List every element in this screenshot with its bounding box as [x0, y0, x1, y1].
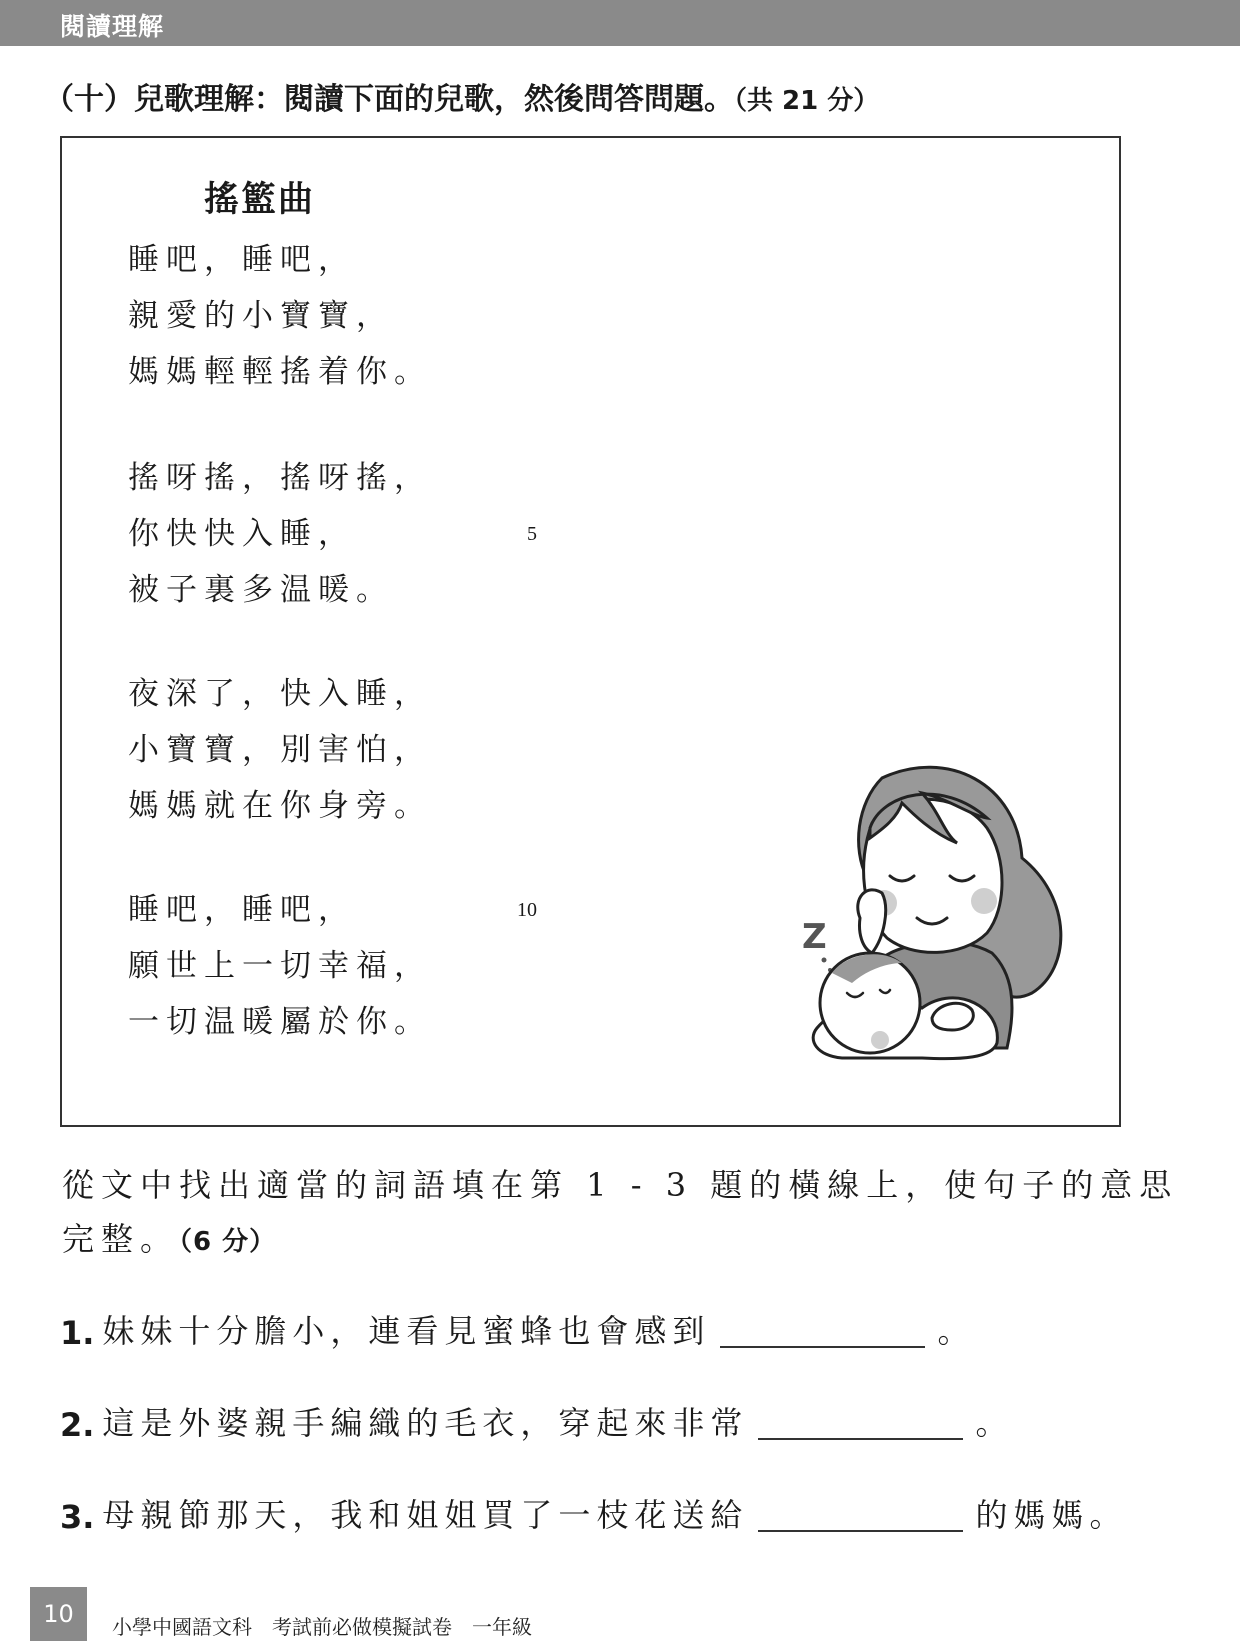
- poem-line: 媽媽就在你身旁。: [128, 788, 432, 824]
- poem-title: 搖籃曲: [204, 180, 316, 220]
- poem-line: 願世上一切幸福，: [128, 948, 432, 984]
- poem-line: 被子裏多温暖。: [128, 572, 394, 608]
- question-number: 1.: [60, 1314, 95, 1352]
- poem-line: 一切温暖屬於你。: [128, 1004, 432, 1040]
- footer-book-title: 小學中國語文科 考試前必做模擬試卷 一年級: [112, 1615, 532, 1639]
- section-score: （共 21 分）: [734, 86, 880, 116]
- question-text: 妹妹十分膽小，連看見蜜蜂也會感到: [102, 1312, 711, 1350]
- page-number: 10: [30, 1587, 87, 1641]
- poem-line: 媽媽輕輕搖着你。: [128, 354, 432, 390]
- line-number: 10: [517, 899, 537, 921]
- poem-line: 搖呀搖，搖呀搖，: [128, 460, 432, 496]
- header-bar: [0, 0, 1240, 46]
- question-tail: 的媽媽。: [975, 1496, 1128, 1534]
- question-text: 這是外婆親手編織的毛衣，穿起來非常: [102, 1404, 749, 1442]
- mother-and-sleeping-baby-icon: [772, 748, 1102, 1088]
- instruction-line-2-text: 完整。: [62, 1220, 180, 1258]
- poem-line: 親愛的小寶寶，: [128, 298, 394, 334]
- question-2: [60, 1398, 1013, 1444]
- poem-line: 你快快入睡，: [128, 516, 356, 552]
- question-number: 2.: [60, 1406, 95, 1444]
- answer-blank[interactable]: [758, 1530, 963, 1532]
- question-3: [60, 1490, 1127, 1536]
- poem-line: 夜深了，快入睡，: [128, 676, 432, 712]
- answer-blank[interactable]: [720, 1346, 925, 1348]
- sleep-z-text: Z: [802, 917, 827, 957]
- question-tail: 。: [975, 1404, 1014, 1442]
- question-number: 3.: [60, 1498, 95, 1536]
- poem-line: 睡吧，睡吧，: [128, 892, 356, 928]
- instruction-line-1: 從文中找出適當的詞語填在第 1 - 3 題的橫線上，使句子的意思: [62, 1166, 1179, 1204]
- instruction-line-2: [62, 1214, 276, 1260]
- section-title: [44, 74, 879, 118]
- poem-line: 小寶寶，別害怕，: [128, 732, 432, 768]
- answer-blank[interactable]: [758, 1438, 963, 1440]
- poem-line: 睡吧，睡吧，: [128, 242, 356, 278]
- question-1: [60, 1306, 975, 1352]
- poem-box: [60, 136, 1121, 1127]
- header-label: 閱讀理解: [60, 12, 165, 41]
- question-tail: 。: [937, 1312, 976, 1350]
- question-text: 母親節那天，我和姐姐買了一枝花送給: [102, 1496, 749, 1534]
- section-title-text: （十）兒歌理解：閱讀下面的兒歌，然後問答問題。: [44, 82, 734, 117]
- line-number: 5: [527, 523, 537, 545]
- instruction-score: （6 分）: [179, 1227, 277, 1257]
